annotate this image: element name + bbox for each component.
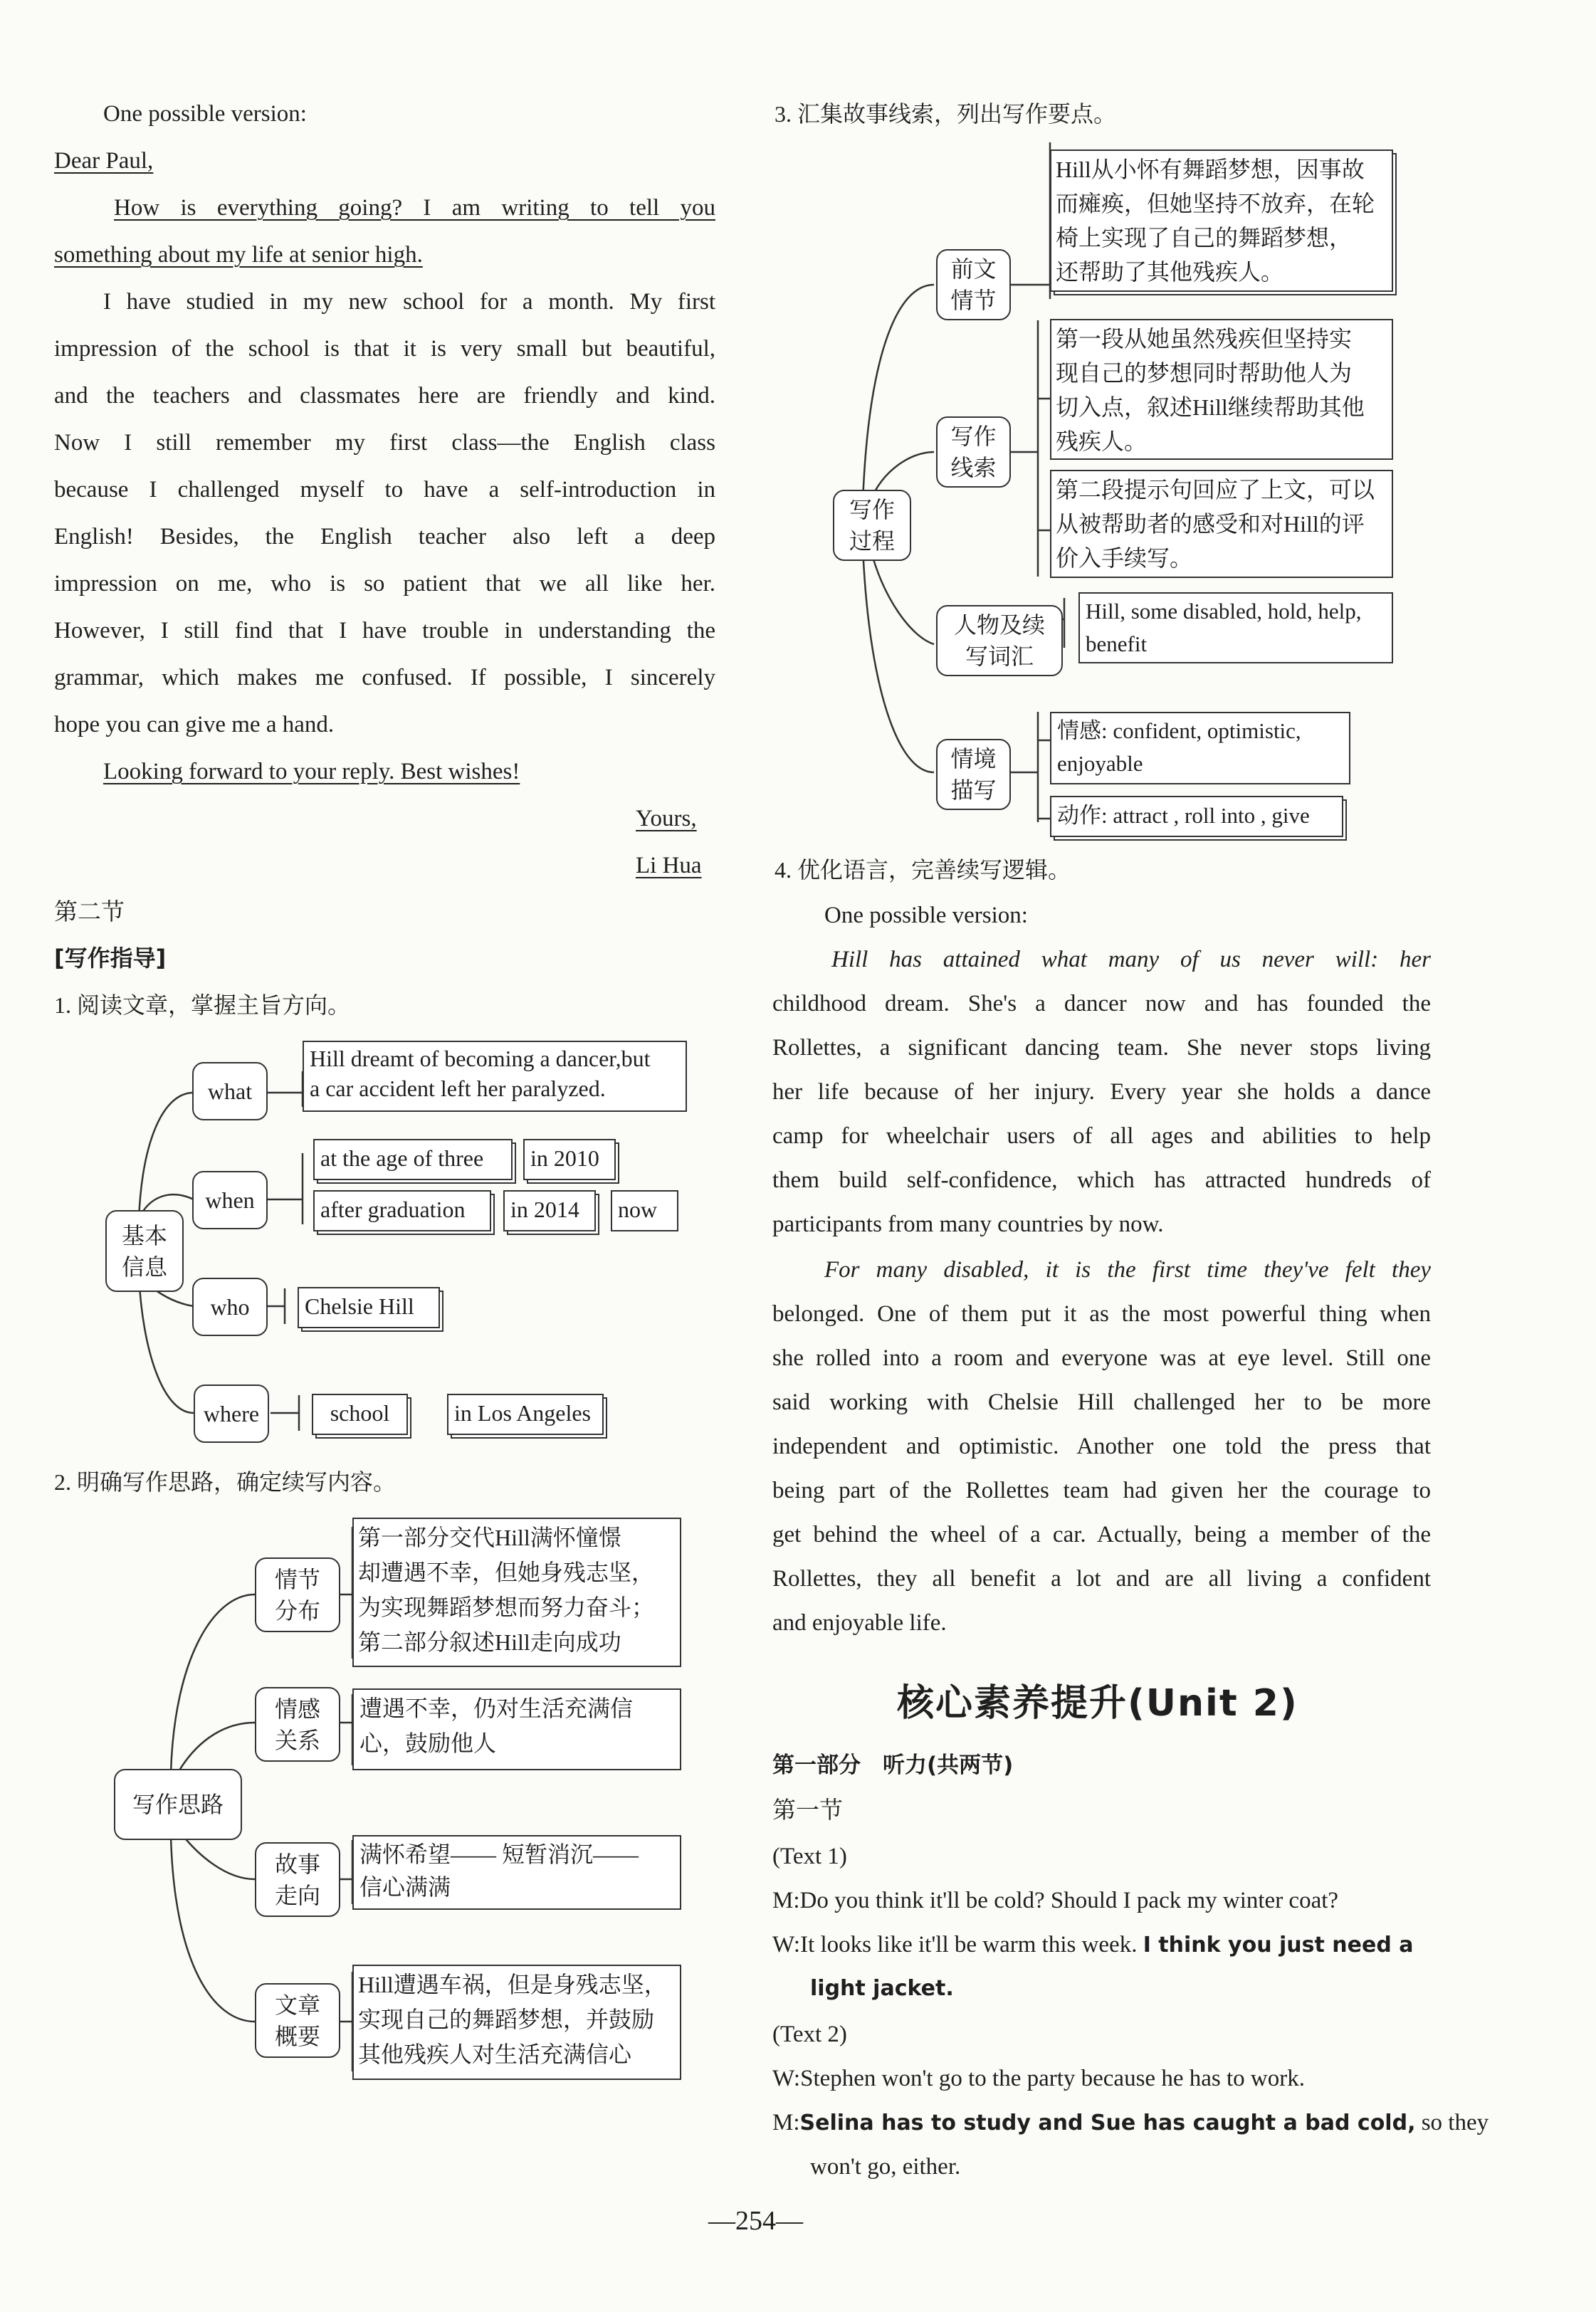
mm3-plot-node: 前文 情节 (936, 249, 1011, 320)
mm1-what-node: what (192, 1062, 268, 1120)
mm1-when-box: in 2014 (503, 1190, 596, 1231)
letter-signoff: Yours, (636, 806, 697, 831)
mm2-plot-node: 情节 分布 (255, 1557, 340, 1632)
step3-heading: 3. 汇集故事线索，列出写作要点。 (775, 101, 1117, 127)
para-line: belonged. One of them put it as the most powerful thing when (772, 1301, 1431, 1327)
text2-line-w: W:Stephen won't go to the party because he has to work. (772, 2066, 1305, 2091)
para-line: being part of the Rollettes team had given her the courage to (772, 1478, 1431, 1503)
mm3-clue-node: 写作 线索 (936, 416, 1011, 488)
body-line: grammar, which makes me confused. If possible, I sincerely (54, 665, 715, 690)
mm3-clue-box2: 第二段提示句回应了上文，可以 从被帮助者的感受和对Hill的评 价入手续写。 (1050, 470, 1393, 578)
body-line: English! Besides, the English teacher also left a deep (54, 524, 715, 550)
step2-heading: 2. 明确写作思路，确定续写内容。 (54, 1469, 397, 1495)
mm1-who-box: Chelsie Hill (298, 1287, 440, 1328)
mm1-where-box: school (312, 1394, 408, 1435)
mm1-where-node: where (194, 1384, 269, 1443)
body-line: because I challenged myself to have a self-introduction in (54, 477, 715, 503)
mm3-vocab-node: 人物及续 写词汇 (936, 605, 1063, 676)
body-line: and the teachers and classmates here are friendly and kind. (54, 383, 715, 409)
para-line: independent and optimistic. Another one told the press that (772, 1434, 1431, 1459)
body-line: Now I still remember my first class—the English class (54, 430, 715, 456)
text1-w-plain: W:It looks like it'll be warm this week. (772, 1932, 1138, 1958)
body-line: I have studied in my new school for a month. My first (103, 289, 715, 315)
para-line: Rollettes, a significant dancing team. She never stops living (772, 1035, 1431, 1061)
mm2-emotion-node: 情感 关系 (255, 1687, 340, 1762)
mm1-when-box: now (611, 1190, 678, 1231)
text2-m-plain: so they (1421, 2110, 1489, 2135)
step4-heading: 4. 优化语言，完善续写逻辑。 (775, 857, 1071, 883)
para-line: get behind the wheel of a car. Actually, being a member of the (772, 1522, 1431, 1548)
para-line: Hill has attained what many of us never will: her (831, 947, 1431, 972)
mm1-when-box: at the age of three (313, 1139, 513, 1180)
letter-closing: Looking forward to your reply. Best wishes! (103, 759, 520, 784)
para-line: For many disabled, it is the first time they've felt they (824, 1257, 1431, 1283)
mm3-emotion-box: 情感: confident, optimistic, enjoyable (1050, 712, 1350, 784)
para-line: them build self-confidence, which has attracted hundreds of (772, 1167, 1431, 1193)
section-heading: 第二节 (54, 900, 125, 925)
para-line: Rollettes, they all benefit a lot and are all living a confident (772, 1566, 1431, 1592)
body-line: impression on me, who is so patient that we all like her. (54, 571, 715, 597)
mm2-root-node: 写作思路 (114, 1769, 242, 1840)
text2-line-m (772, 2108, 1489, 2138)
text2-m-bold: Selina has to study and Sue has caught a bad cold, (799, 2111, 1416, 2135)
version-label: One possible version: (103, 101, 307, 127)
unit-title: 核心素养提升(Unit 2) (897, 1682, 1298, 1725)
page-number: —254— (708, 2206, 803, 2236)
text1-line-w (772, 1930, 1414, 1960)
mm1-what-box: Hill dreamt of becoming a dancer,but a car accident left her paralyzed. (303, 1041, 687, 1112)
text1-line-m: M:Do you think it'll be cold? Should I pack my winter coat? (772, 1888, 1339, 1913)
mm3-action-box: 动作: attract , roll into , give (1050, 796, 1343, 837)
mm3-root-node: 写作 过程 (833, 490, 911, 561)
body-line: However, I still find that I have trouble in understanding the (54, 618, 715, 643)
mm3-plot-box: Hill从小怀有舞蹈梦想，因事故 而瘫痪，但她坚持不放弃，在轮 椅上实现了自己的舞蹈梦想， 还帮助了其他残疾人。 (1050, 149, 1393, 292)
para-line: camp for wheelchair users of all ages and abilities to help (772, 1123, 1431, 1149)
text1-w-bold-cont: light jacket. (810, 1976, 954, 2001)
text1-w-bold: I think you just need a (1143, 1933, 1414, 1958)
para-line: said working with Chelsie Hill challenged her to be more (772, 1389, 1431, 1415)
body-line: hope you can give me a hand. (54, 712, 335, 737)
part1-heading: 第一部分 听力(共两节) (772, 1753, 1014, 1778)
mm2-summary-box: Hill遭遇车祸，但是身残志坚， 实现自己的舞蹈梦想，并鼓励 其他残疾人对生活充满信心 (352, 1965, 681, 2080)
para-line: childhood dream. She's a dancer now and has founded the (772, 991, 1431, 1016)
para-line: her life because of her injury. Every year she holds a dance (772, 1079, 1431, 1105)
mm3-vocab-box: Hill, some disabled, hold, help, benefit (1078, 592, 1393, 663)
text2-label: (Text 2) (772, 2022, 847, 2047)
text1-label: (Text 1) (772, 1844, 847, 1869)
mm1-when-box: in 2010 (523, 1139, 616, 1180)
writing-guide-label: [写作指导] (54, 945, 167, 972)
mm2-story-node: 故事 走向 (255, 1842, 340, 1917)
letter-signature: Li Hua (636, 853, 702, 878)
mm2-plot-box: 第一部分交代Hill满怀憧憬 却遭遇不幸，但她身残志坚， 为实现舞蹈梦想而努力奋斗； 第二部分叙述Hill走向成功 (352, 1518, 681, 1667)
mm3-scene-node: 情境 描写 (936, 739, 1011, 810)
version-label-right: One possible version: (824, 903, 1028, 928)
mm2-summary-node: 文章 概要 (255, 1983, 340, 2058)
mm1-who-node: who (192, 1278, 268, 1336)
letter-intro-line1: How is everything going? I am writing to tell you (114, 195, 715, 221)
mm2-emotion-box: 遭遇不幸，仍对生活充满信 心，鼓励他人 (352, 1688, 681, 1770)
mm2-story-box: 满怀希望—— 短暂消沉—— 信心满满 (352, 1835, 681, 1910)
letter-intro-line2: something about my life at senior high. (54, 242, 423, 268)
step1-heading: 1. 阅读文章，掌握主旨方向。 (54, 992, 351, 1018)
text2-m-cont: won't go, either. (810, 2154, 961, 2180)
mm1-when-node: when (192, 1171, 268, 1229)
para-line: participants from many countries by now. (772, 1212, 1164, 1237)
para-line: she rolled into a room and everyone was at eye level. Still one (772, 1345, 1431, 1371)
mm1-where-box: in Los Angeles (447, 1394, 604, 1435)
mm3-clue-box1: 第一段从她虽然残疾但坚持实 现自己的梦想同时帮助他人为 切入点，叙述Hill继续帮助其他 残疾人。 (1050, 319, 1393, 460)
text2-m-speaker: M: (772, 2110, 800, 2135)
body-line: impression of the school is that it is very small but beautiful, (54, 336, 715, 362)
letter-greeting: Dear Paul, (54, 148, 154, 174)
mm1-root-node: 基本 信息 (105, 1210, 184, 1292)
para-line: and enjoyable life. (772, 1610, 947, 1636)
sec1-heading: 第一节 (772, 1798, 843, 1824)
mm1-when-box: after graduation (313, 1190, 491, 1231)
